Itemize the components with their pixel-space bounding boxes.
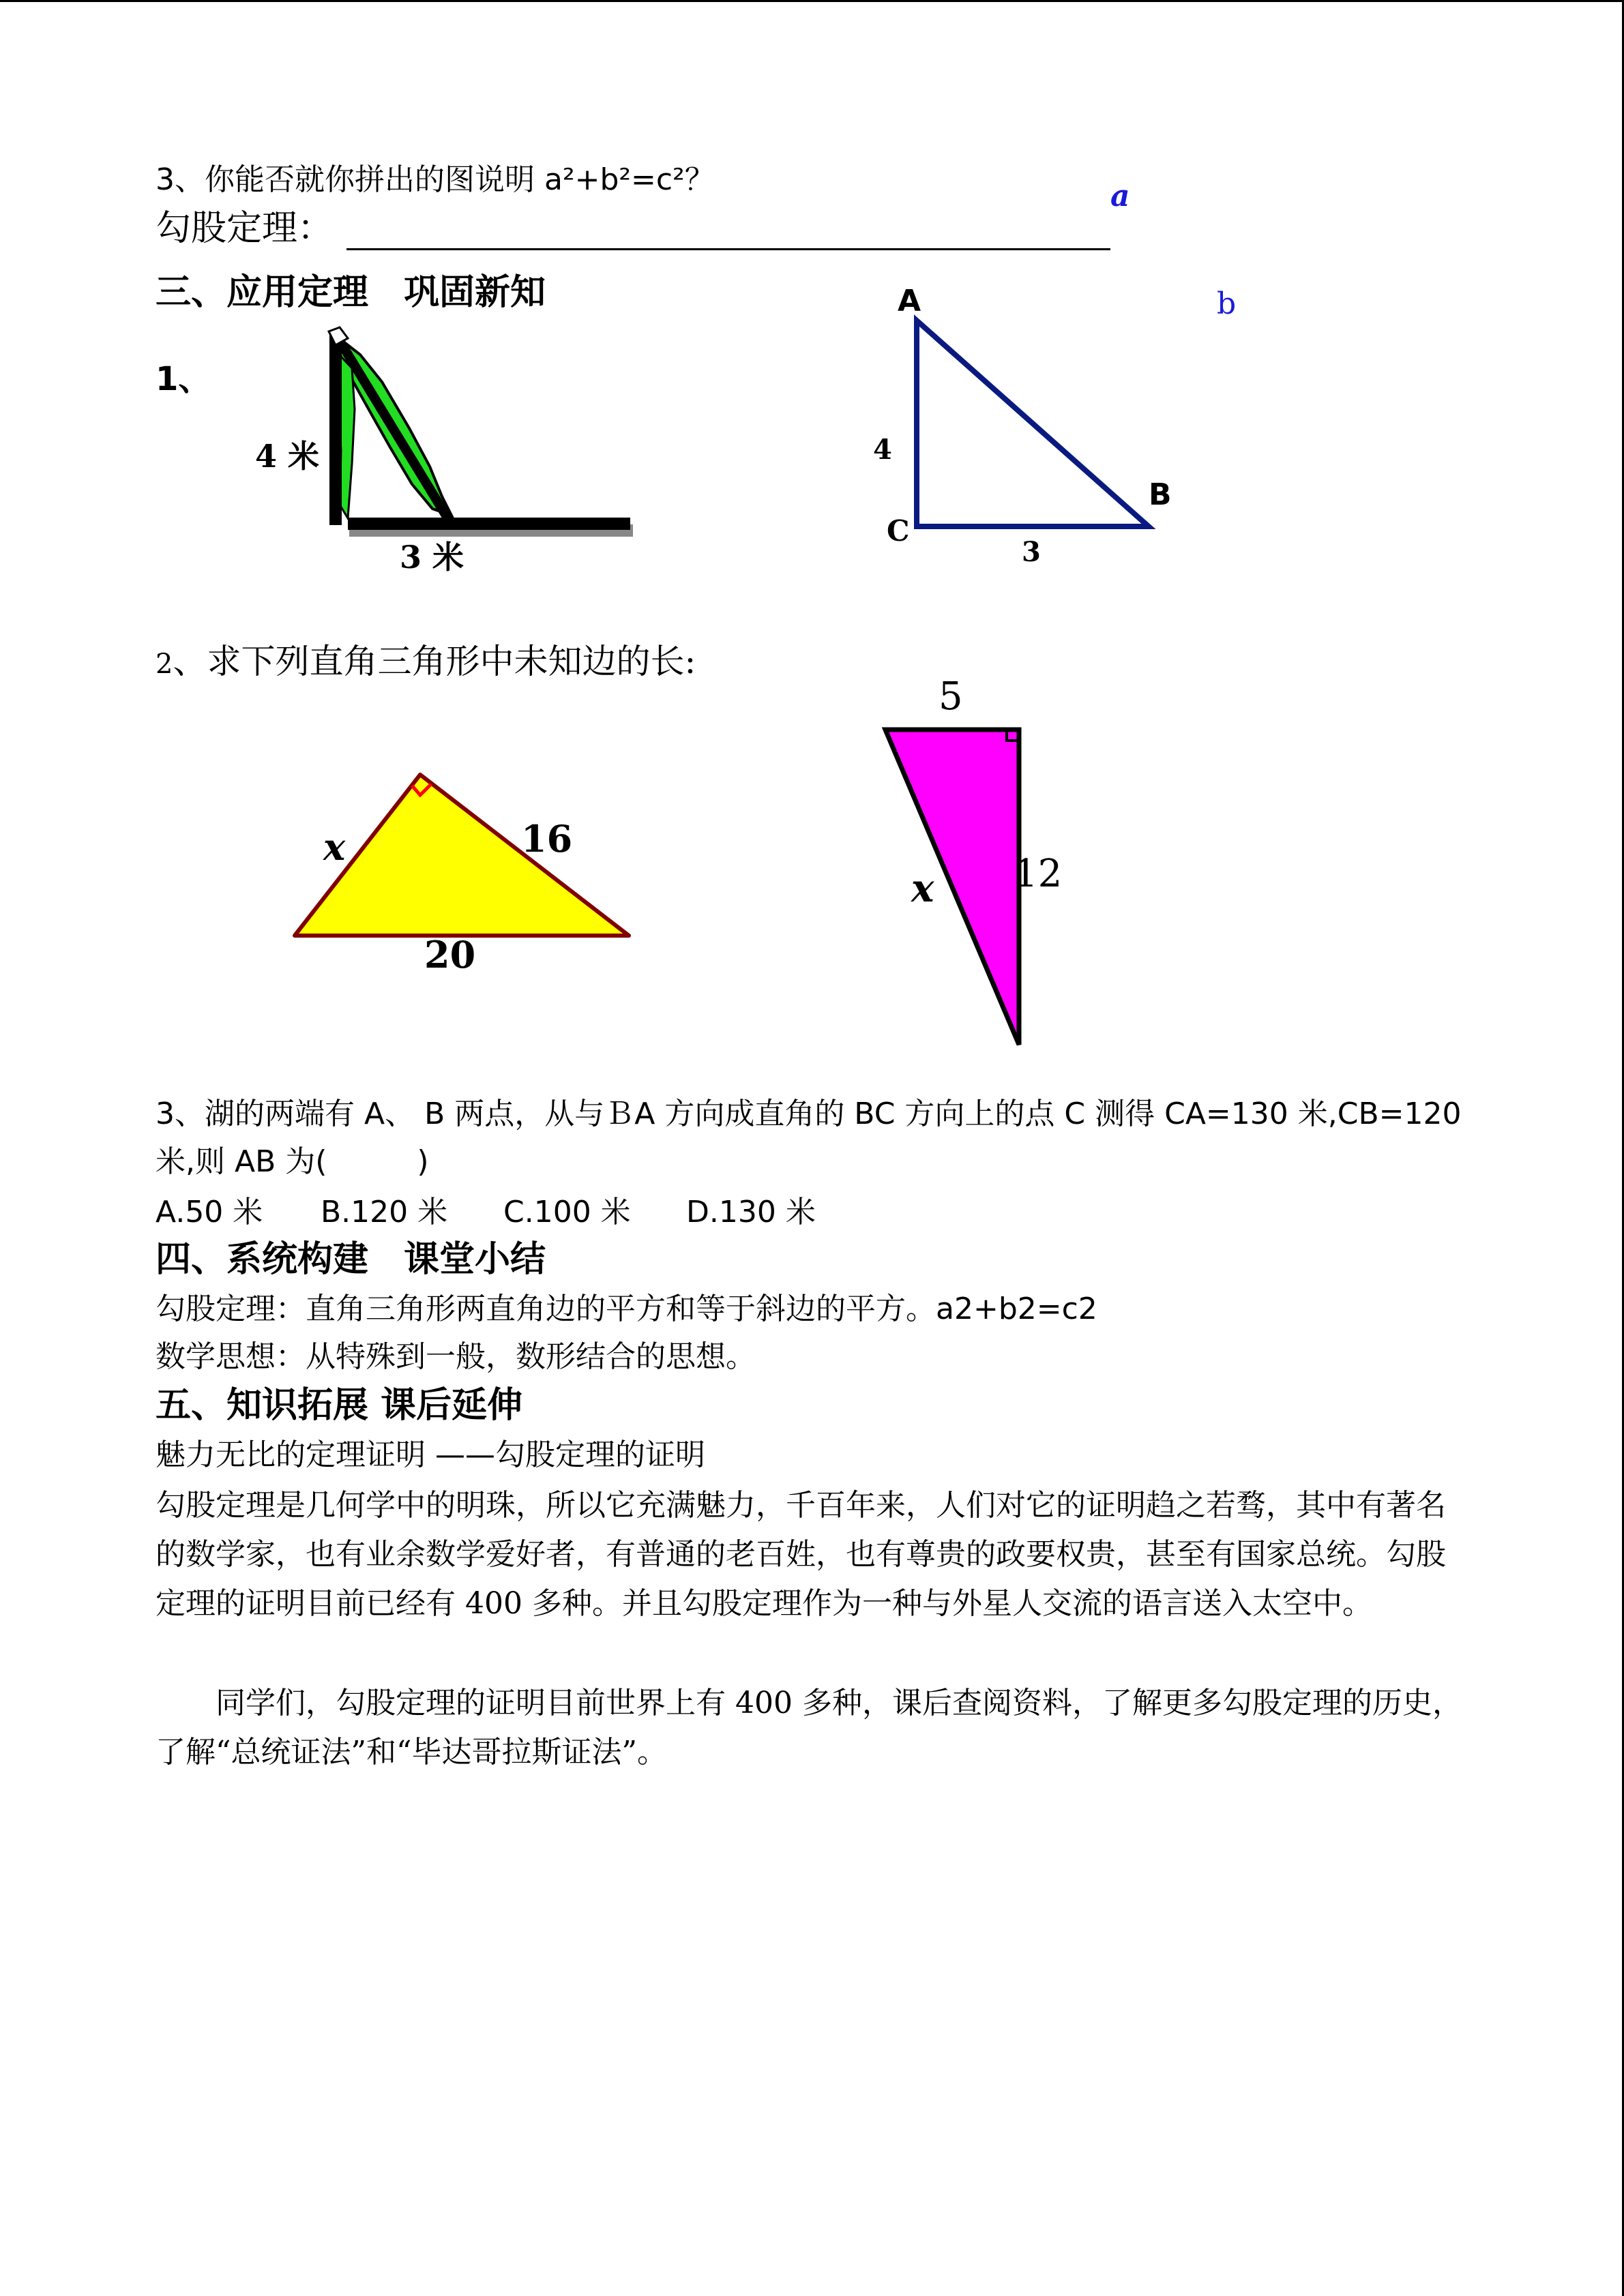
vertex-c-label: C [887, 514, 910, 548]
vertex-a-label: A [898, 284, 921, 318]
theorem-blank-label: 勾股定理： [156, 208, 334, 249]
q3-option-b: B.120 米 [321, 1195, 448, 1229]
section4-heading: 四、系统构建 课堂小结 [156, 1239, 546, 1280]
q3-line2: 米,则 AB 为( ) [156, 1144, 429, 1179]
summary-theorem: 勾股定理：直角三角形两直角边的平方和等于斜边的平方。a2+b2=c2 [156, 1292, 1097, 1326]
yellow-hypotenuse-label: 20 [424, 933, 476, 976]
tree-horizontal-label: 3 米 [400, 539, 464, 576]
magenta-top-leg-label: 5 [939, 674, 963, 719]
triangle-abc-shape [917, 320, 1149, 526]
magenta-right-leg-label: 12 [1014, 852, 1063, 896]
floating-label-b: b [1217, 286, 1237, 321]
yellow-left-leg-label: x [323, 825, 346, 869]
q3-line1: 3、湖的两端有 A、 B 两点，从与ＢA 方向成直角的 BC 方向上的点 C 测得 CA=130 米,CB=120 [156, 1097, 1462, 1131]
proof-paragraph-1: 勾股定理是几何学中的明珠，所以它充满魅力，千百年来，人们对它的证明趋之若骛，其中有著名的数学家，也有业余数学爱好者，有普通的老百姓，也有尊贵的政要权贵，甚至有国家总统。勾股定理的证明目前已经有 400 多种。并且勾股定理作为一种与外星人交流的语言送入太空中。 [156, 1488, 1446, 1621]
q2-prompt-number: 2 [156, 648, 173, 680]
summary-thinking: 数学思想：从特殊到一般，数形结合的思想。 [156, 1339, 756, 1374]
pythagoras-prompt: 3、你能否就你拼出的图说明 a²+b²=c²？ [156, 162, 715, 197]
q3-option-d: D.130 米 [686, 1195, 816, 1229]
q3-option-a: A.50 米 [156, 1195, 263, 1229]
q3-option-c: C.100 米 [503, 1195, 631, 1229]
proof-paragraph-2: 同学们，勾股定理的证明目前世界上有 400 多种，课后查阅资料，了解更多勾股定理的历史，了解“总统证法”和“毕达哥拉斯证法”。 [156, 1686, 1462, 1770]
side-ac-label: 4 [873, 434, 892, 466]
q1-number: 1、 [156, 360, 211, 398]
section3-heading: 三、应用定理 巩固新知 [156, 272, 546, 313]
q2-prompt [156, 641, 696, 682]
side-cb-label: 3 [1022, 536, 1041, 568]
page-top-border [0, 0, 1624, 2]
tree-vertical-label: 4 米 [255, 438, 320, 475]
vertex-b-label: B [1149, 477, 1172, 512]
magenta-hypotenuse-label: x [911, 866, 934, 911]
section5-heading: 五、知识拓展 课后延伸 [156, 1385, 523, 1426]
theorem-answer-line [346, 248, 1110, 250]
floating-label-a: a [1110, 179, 1130, 213]
magenta-triangle-shape [885, 730, 1019, 1045]
q2-prompt-text: 、求下列直角三角形中未知边的长: [173, 642, 696, 681]
proof-subtitle: 魅力无比的定理证明 ——勾股定理的证明 [156, 1437, 705, 1472]
yellow-right-leg-label: 16 [521, 817, 573, 861]
